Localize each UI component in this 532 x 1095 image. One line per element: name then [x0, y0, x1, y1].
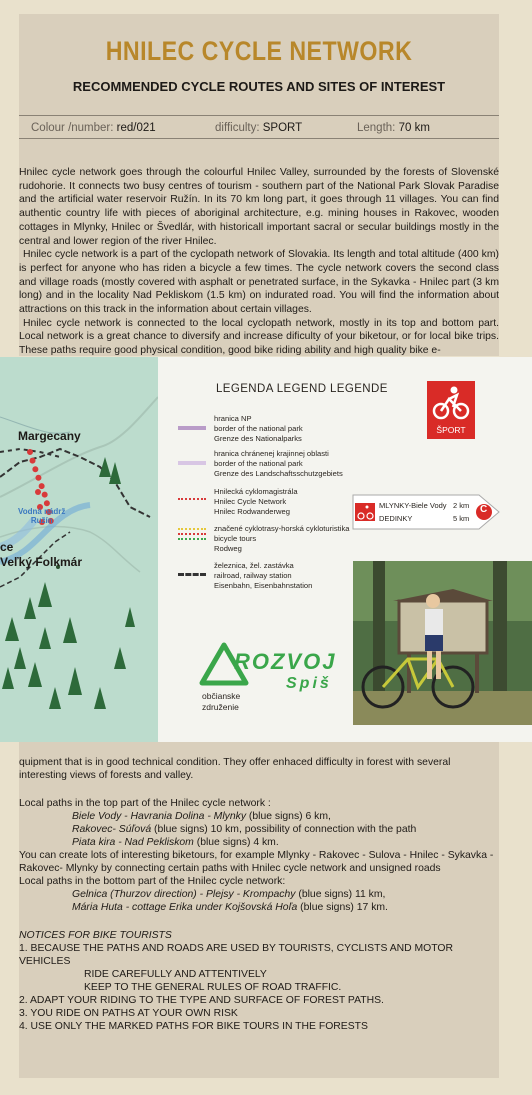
- route-sign-dest-2: DEDINKY: [379, 514, 413, 523]
- legend-text-bicycle-tours: značené cyklotrasy-horská cykloturistika bicycle tours Rodweg: [214, 524, 350, 553]
- cycle-network-symbol: [178, 498, 206, 500]
- notice-3: 3. YOU RIDE ON PATHS AT YOUR OWN RISK: [19, 1008, 238, 1019]
- route-sign-dist-1: 2 km: [453, 501, 470, 510]
- local-bottom-heading: Local paths in the bottom part of the Hnilec cycle network:: [19, 876, 286, 887]
- local-bottom-route-2-info: (blue signs) 17 km.: [297, 902, 388, 913]
- sport-badge-label: ŠPORT: [436, 425, 466, 435]
- legend-text-cycle-network: Hnilecká cyklomagistrála Hnilec Cycle Network Hnilec Rodwanderweg: [214, 487, 298, 516]
- divider-bottom: [19, 138, 499, 139]
- difficulty-value: SPORT: [262, 122, 303, 134]
- local-bottom-route-1: [19, 888, 499, 901]
- legend-text-np-border: hranica NP border of the national park Grenze des Nationalparks: [214, 414, 303, 443]
- railroad-symbol: [178, 573, 206, 576]
- legend-text-railroad: železnica, žel. zastávka railroad, railway station Eisenbahn, Eisenbahnstation: [214, 561, 313, 590]
- intro-paragraph-3: Hnilec cycle network is connected to the local cyclopath network, mostly in its top and bottom part. Local network is a great chance to diversify and increase dificulty of your biketour, or for local bike trips. These paths require good physical condition, good bike riding ability and high quality bike e-: [19, 317, 499, 357]
- local-top-route-2: [19, 823, 499, 836]
- bicycle-tours-symbol-yellow: [178, 528, 206, 530]
- length-label: Length:: [357, 122, 396, 134]
- local-top-route-2-info: (blue signs) 10 km, possibility of connection with the path: [151, 824, 417, 835]
- notice-1a: RIDE CAREFULLY AND ATTENTIVELY: [84, 969, 267, 980]
- local-top-route-1: [19, 810, 499, 823]
- cyclist-photo-graphic: [353, 561, 532, 725]
- page-title: HNILEC CYCLE NETWORK: [105, 36, 413, 66]
- legend-text-protected-border: hranica chránenej krajinnej oblasti border of the national park Grenze des Landschaftsschutzgebiets: [214, 449, 343, 478]
- sport-badge: [427, 381, 475, 439]
- divider-top: [19, 115, 499, 116]
- route-sign-shape: [351, 493, 501, 531]
- local-top-route-3: [19, 836, 499, 849]
- logo-caption-1: občianske: [202, 691, 241, 701]
- local-bottom-route-2: [19, 901, 499, 914]
- colour-value: red/021: [116, 122, 156, 134]
- notice-1: 1. BECAUSE THE PATHS AND ROADS ARE USED BY TOURISTS, CYCLISTS AND MOTOR VEHICLES: [19, 943, 454, 967]
- length-value: 70 km: [398, 122, 430, 134]
- route-sign-dist-2: 5 km: [453, 514, 470, 523]
- map-label-reservoir: [18, 507, 65, 525]
- local-bottom-route-1-info: (blue signs) 11 km,: [295, 889, 386, 900]
- map-label-velky-folkmar: Veľký Folkmár: [0, 555, 83, 569]
- difficulty-label: difficulty:: [215, 122, 260, 134]
- intro-panel: [19, 14, 499, 356]
- page-subtitle: RECOMMENDED CYCLE ROUTES AND SITES OF INTEREST: [72, 79, 446, 94]
- local-top-route-3-name: Piata kira - Nad Pekliskom: [72, 837, 194, 848]
- route-sign-letter: C: [480, 504, 488, 515]
- intro-paragraph-1: Hnilec cycle network goes through the colourful Hnilec Valley, surrounded by the forests of Slovenské rudohorie. It connects two busy centres of tourism - southern part of the National Park Slovak Paradise and the artificial water reservoir Ružín. In its 70 km long part, it goes through 11 villages. You can find authentic country life with pieces of aboriginal architecture, e.g. mining houses in Rakovec, wooden cottages in Mlynky, Hnilec or Švedlár, with historicall important sacral or secular buildings mostly in the central and lower region of the river Hnilec.: [19, 167, 499, 247]
- map-legend-section: [0, 357, 532, 742]
- create-tours-text: You can create lots of interesting biketours, for example Mlynky - Rakovec - Sulova - Hnilec - Sykavka - Rakovec- Mlynky by connecting certain paths with Hnilec cycle network and unsigned roads: [19, 850, 494, 874]
- local-bottom-route-2-name: Mária Huta - cottage Erika under Kojšovská Hoľa: [72, 902, 298, 913]
- bicycle-tours-symbol-red: [178, 533, 206, 535]
- map-label-ce-fragment: ce: [0, 540, 14, 554]
- route-sign: [351, 493, 501, 531]
- logo-word-2: Spiš: [286, 675, 332, 692]
- local-top-route-1-name: Biele Vody - Havrania Dolina - Mlynky: [72, 811, 247, 822]
- protected-border-symbol: [178, 461, 206, 465]
- local-bottom-route-1-name: Gelnica (Thurzov direction) - Plejsy - Krompachy: [72, 889, 296, 900]
- legend-title: LEGENDA LEGEND LEGENDE: [216, 383, 388, 395]
- notices-heading: NOTICES FOR BIKE TOURISTS: [19, 930, 172, 941]
- local-top-route-2-name: Rakovec- Súľová: [72, 824, 152, 835]
- local-top-heading: Local paths in the top part of the Hnilec cycle network :: [19, 798, 271, 809]
- route-map: [0, 357, 158, 742]
- local-top-route-3-info: (blue signs) 4 km.: [193, 837, 279, 848]
- notice-2: 2. ADAPT YOUR RIDING TO THE TYPE AND SURFACE OF FOREST PATHS.: [19, 995, 384, 1006]
- map-graphic: [0, 357, 158, 742]
- map-label-reservoir-line1: Vodná nádrž: [18, 507, 66, 516]
- details-panel: [19, 742, 499, 1078]
- continued-paragraph: quipment that is in good technical condition. They offer enhaced difficulty in forest with several interesting views of forests and valley.: [19, 757, 451, 781]
- map-label-margecany: Margecany: [18, 429, 81, 443]
- intro-text: [19, 166, 499, 358]
- logo-caption: [202, 691, 240, 713]
- logo-caption-2: združenie: [202, 702, 239, 712]
- intro-paragraph-2: Hnilec cycle network is a part of the cyclopath network of Slovakia. Its length and total altitude (400 km) is perfect for anyone who has riden a bicycle a few times. The cycle network covers the second class and village roads (mostly covered with asphalt or penetrated surface, in the Sykavka - Hnilec part (3 km long) and in the locality Nad Pekliskom (1.5 km) on indurated road. You will find the information about attractions on this track in the information about certain villages.: [19, 249, 499, 316]
- length: [357, 122, 430, 134]
- map-label-reservoir-line2: Ružín: [30, 516, 53, 525]
- bicycle-tours-symbol-green: [178, 538, 206, 540]
- notice-4: 4. USE ONLY THE MARKED PATHS FOR BIKE TOURS IN THE FORESTS: [19, 1021, 368, 1032]
- difficulty: [215, 122, 302, 134]
- notice-1b: KEEP TO THE GENERAL RULES OF ROAD TRAFFIC.: [84, 982, 342, 993]
- np-border-symbol: [178, 426, 206, 430]
- cyclist-icon: [427, 381, 475, 421]
- rozvoj-spis-logo: [198, 639, 358, 719]
- logo-word-1: ROZVOJ: [234, 649, 337, 674]
- continued-text: [19, 756, 499, 1033]
- cyclist-photo: [353, 561, 532, 725]
- colour-number: [31, 122, 156, 134]
- local-top-route-1-info: (blue signs) 6 km,: [246, 811, 331, 822]
- colour-label: Colour /number:: [31, 122, 114, 134]
- route-sign-dest-1: MLYNKY-Biele Vody: [379, 501, 447, 510]
